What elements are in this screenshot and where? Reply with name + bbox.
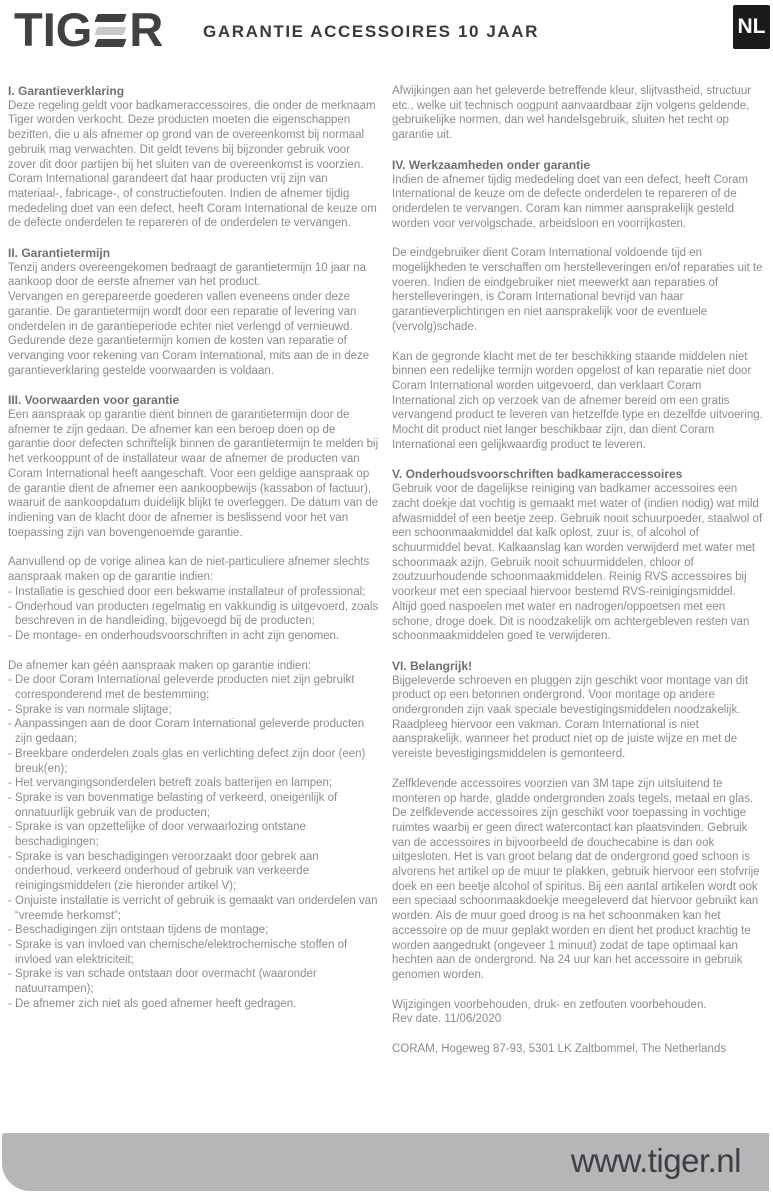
company-address: CORAM, Hogeweg 87-93, 5301 LK Zaltbommel, The Netherlands — [392, 1043, 727, 1056]
paragraph: Indien de afnemer tijdig mededeling doet van een defect, heeft Coram International de keuze om de defecte onderdelen te repareren of de onderdelen te vervangen. Coram kan nimmer aansprakelijk gesteld worden voor vervolgschade, arbeidsloon en voorrijkosten. — [392, 173, 749, 230]
page-title: GARANTIE ACCESSOIRES 10 JAAR — [203, 22, 540, 41]
paragraph: Afwijkingen aan het geleverde betreffende kleur, slijtvastheid, structuur etc., welke uit technisch oogpunt aanvaardbaar zijn volgens geldende, gebruikelijke normen, dan wel handelsgebruik, sluiten het recht op garantie uit. — [392, 85, 752, 142]
list-item: - Beschadigingen zijn ontstaan tijdens de montage; — [8, 923, 379, 938]
logo-bar-bottom — [95, 39, 127, 47]
logo-bar-middle — [95, 27, 127, 35]
section-garantietermijn — [8, 246, 379, 378]
paragraph: Gedurende deze garantietermijn komen de kosten van reparatie of vervanging voor rekening van Coram International, mits aan de in deze garantieverklaring gestelde voorwaarden is voldaan. — [8, 335, 370, 377]
right-column — [392, 84, 763, 1072]
list-item: - De door Coram International geleverde producten niet zijn gebruikt corresponderend met de bestemming; — [8, 673, 379, 702]
list-item: - Aanpassingen aan de door Coram International geleverde producten zijn gedaan; — [8, 717, 379, 746]
section-heading: III. Voorwaarden voor garantie — [8, 393, 180, 408]
tiger-logo — [14, 3, 164, 56]
paragraph: Tenzij anders overeengekomen bedraagt de garantietermijn 10 jaar na aankoop door de eerste afnemer van het product. — [8, 261, 367, 289]
paragraph: Kan de gegronde klacht met de ter beschikking staande middelen niet binnen een redelijke termijn worden opgelost of kan reparatie niet door Coram International worden uitgevoerd, dan verklaart Coram International zich op verzoek van de afnemer bereid om een gratis vervangend product te leveren van hetzelfde type en dezelfde uitvoering. Mocht dit product niet langer beschikbaar zijn, dan dient Coram International een gelijkwaardig product te leveren. — [392, 350, 763, 451]
list-item: - Sprake is van opzettelijke of door verwaarlozing ontstane beschadigingen; — [8, 820, 379, 849]
list-item: - Breekbare onderdelen zoals glas en verlichting defect zijn door (een) breuk(en); — [8, 747, 379, 776]
exclusion-list — [8, 673, 379, 1011]
section-afwijkingen — [392, 84, 763, 143]
tiger-logo-text-right: R — [129, 3, 164, 56]
tiger-logo-e-bars-icon — [96, 14, 125, 47]
section-heading: V. Onderhoudsvoorschriften badkameraccessoires — [392, 467, 683, 482]
left-column — [8, 84, 379, 1072]
section-werkzaamheden — [392, 158, 763, 453]
section-voorwaarden — [8, 393, 379, 1011]
list-item: - Onderhoud van producten regelmatig en vakkundig is uitgevoerd, zoals beschreven in de handleiding, bijgevoegd bij de producten; — [8, 600, 379, 629]
list-item: - Sprake is van schade ontstaan door overmacht (waaronder natuurrampen); — [8, 967, 379, 996]
document-body — [8, 84, 763, 1072]
section-heading: I. Garantieverklaring — [8, 84, 125, 98]
tiger-logo-text-left: TIG — [14, 3, 93, 56]
paragraph: Zelfklevende accessoires voorzien van 3M tape zijn uitsluitend te monteren op harde, gladde ondergronden zoals tegels, metaal en glas. De zelfklevende accessoires zijn geschikt voor toepassing in vochtige ruimtes waarbij er geen direct watercontact kan plaatsvinden. Gebruik van de accessoires in bijvoorbeeld de douchecabine is dan ook uitgesloten. Het is van groot belang dat de ondergrond goed schoon is alvorens het artikel op de muur te plakken, gebruik hiervoor een stofvrije doek en een beetje alcohol of spiritus. Bij een aantal artikelen wordt ook een speciaal schoonmaakdoekje meegeleverd dat hiervoor gebruikt kan worden. Als de muur goed droog is na het schoonmaken kan het accessoire op de muur geplakt worden en dient het product krachtig te worden aangedrukt (ongeveer 1 minuut) zodat de tape optimaal kan hechten aan de ondergrond. Na 24 uur kan het accessoire in gebruik genomen worden. — [392, 777, 760, 981]
condition-list — [8, 585, 379, 644]
list-item: - Sprake is van beschadigingen veroorzaakt door gebrek aan onderhoud, verkeerd onderhoud of gebruik van verkeerde reinigingsmiddelen (zie hieronder artikel V); — [8, 850, 379, 894]
paragraph: De afnemer kan géén aanspraak maken op garantie indien: — [8, 659, 312, 672]
logo-bar-top — [95, 14, 127, 22]
list-item: - De montage- en onderhoudsvoorschriften in acht zijn genomen. — [8, 629, 379, 644]
section-belangrijk — [392, 659, 763, 1057]
paragraph: Deze regeling geldt voor badkameraccessoires, die onder de merknaam Tiger worden verkocht. Deze producten moeten die eigenschappen bezitten, die u als afnemer op grond van de overeenkomst bij normaal gebruik mag verwachten. Dit geldt tevens bij bijzonder gebruik voor zover dit door partijen bij het sluiten van de overeenkomst is voorzien. Coram International garandeert dat haar producten vrij zijn van materiaal-, fabricage-, of constructiefouten. Indien de afnemer tijdig mededeling doet van een defect, heeft Coram International de keuze om de defecte onderdelen te repareren of de onderdelen te vervangen. — [8, 99, 377, 230]
section-garantieverklaring — [8, 84, 379, 231]
website-url: www.tiger.nl — [570, 1142, 741, 1179]
section-onderhoudsvoorschriften — [392, 467, 763, 643]
list-item: - De afnemer zich niet als goed afnemer heeft gedragen. — [8, 997, 379, 1012]
list-item: - Het vervangingsonderdelen betreft zoals batterijen en lampen; — [8, 776, 379, 791]
section-heading: IV. Werkzaamheden onder garantie — [392, 157, 591, 172]
paragraph: Gebruik voor de dagelijkse reiniging van badkamer accessoires een zacht doekje dat vochtig is gemaakt met water of (indien nodig) wat mild afwasmiddel of een beetje zeep. Gebruik nooit schuurpoeder, staalwol of een schoonmaakmiddel dat kalk oplost, zuur is, of alcohol of schuurmiddel bevat. Kalkaanslag kan worden verwijderd met water met schoonmaak azijn. Gebruik nooit schuurmiddelen, chloor of zoutzuurhoudende schoonmaakmiddelen. Reinig RVS accessoires bij voorkeur met een speciaal hiervoor bestemd RVS-reinigingsmiddel. Altijd goed naspoelen met water en nadrogen/oppoetsen met een schone, droge doek. Dit is noodzakelijk om achtergebleven resten van schoonmaakmiddelen goed te verwijderen. — [392, 483, 763, 643]
language-badge: NL — [733, 5, 770, 49]
paragraph: Een aanspraak op garantie dient binnen de garantietermijn door de afnemer te zijn gedaan. De afnemer kan een beroep doen op de garantie door defecten schriftelijk binnen de garantietermijn te melden bij het verkooppunt of de installateur waar de afnemer de producten van Coram International heeft aangeschaft. Voor een geldige aanspraak op de garantie dient de afnemer een aankoopbewijs (kassabon of factuur), waaruit de aankoopdatum duidelijk blijkt te overleggen. De datum van de indiening van de klacht door de afnemer is beslissend voor het van toepassing zijn van bovengenoemde garantie. — [8, 409, 379, 539]
section-heading: II. Garantietermijn — [8, 246, 111, 261]
footer-bar — [2, 1133, 769, 1191]
list-item: - Onjuiste installatie is verricht of gebruik is gemaakt van onderdelen van “vreemde herkomst”; — [8, 894, 379, 923]
revision-notice: Wijzigingen voorbehouden, druk- en zetfouten voorbehouden. — [392, 998, 707, 1011]
list-item: - Sprake is van invloed van chemische/elektrochemische stoffen of invloed van elektriciteit; — [8, 938, 379, 967]
paragraph: De eindgebruiker dient Coram International voldoende tijd en mogelijkheden te verschaffen om herstelleveringen en/of reparaties uit te voeren. Indien de eindgebruiker niet meewerkt aan reparaties of herstelleveringen, is Coram International bevrijd van haar garantieverplichtingen en niet aansprakelijk voor de eventuele (vervolg)schade. — [392, 247, 763, 333]
list-item: - Installatie is geschied door een bekwame installateur of professional; — [8, 585, 379, 600]
paragraph: Vervangen en gerepareerde goederen vallen eveneens onder deze garantie. De garantietermijn wordt door een reparatie of levering van onderdelen in de garantieperiode echter niet verlengd of vernieuwd. — [8, 291, 357, 333]
document-header — [0, 0, 773, 70]
paragraph: Bijgeleverde schroeven en pluggen zijn geschikt voor montage van dit product op een betonnen ondergrond. Voor montage op andere ondergronden zijn vaak speciale bevestigingsmiddelen noodzakelijk. Raadpleeg hiervoor een vakman. Coram International is niet aansprakelijk, wanneer het product niet op de juiste wijze en met de vereiste bevestigingsmiddelen is gemonteerd. — [392, 674, 749, 761]
section-heading: VI. Belangrijk! — [392, 658, 473, 673]
list-item: - Sprake is van bovenmatige belasting of verkeerd, oneigenlijk of onnatuurlijk gebruik van de producten; — [8, 791, 379, 820]
revision-date: Rev date. 11/06/2020 — [392, 1013, 502, 1026]
paragraph: Aanvullend op de vorige alinea kan de niet-particuliere afnemer slechts aanspraak maken op de garantie indien: — [8, 556, 370, 584]
list-item: - Sprake is van normale slijtage; — [8, 703, 379, 718]
